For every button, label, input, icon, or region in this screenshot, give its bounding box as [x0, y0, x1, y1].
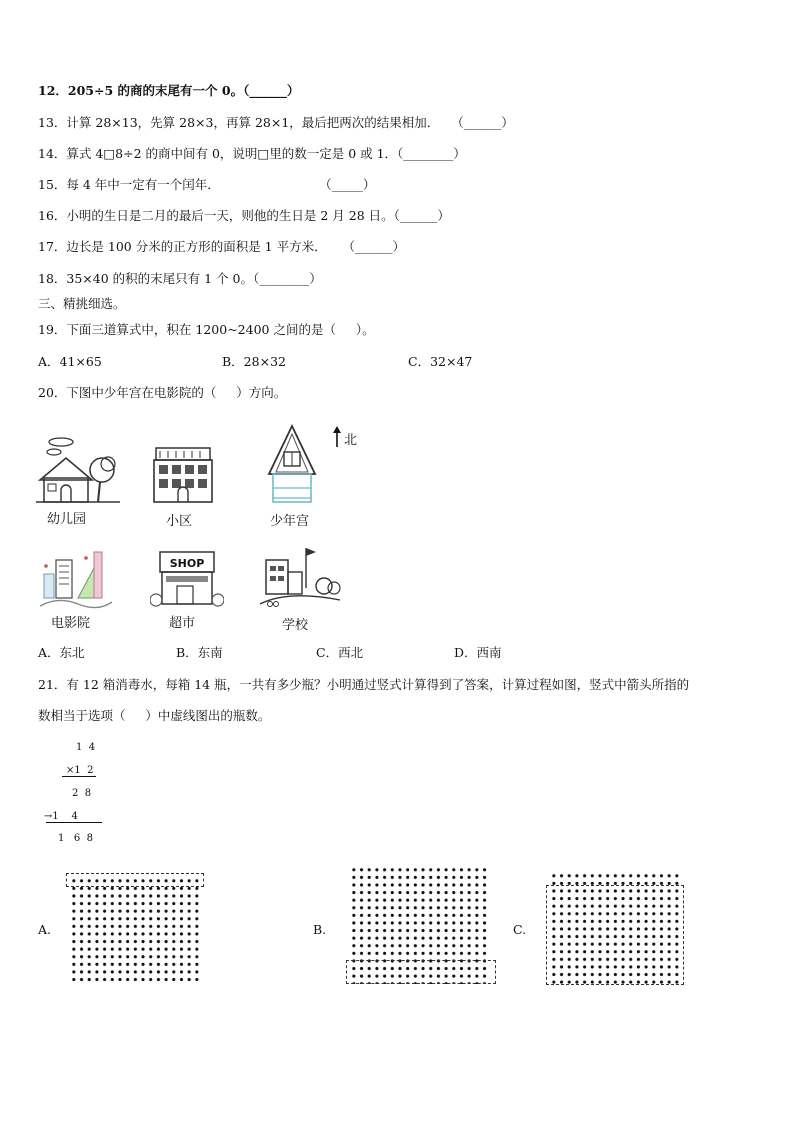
q21-option-b-dashed-frame [346, 960, 496, 984]
question-14: 14．算式 4□8÷2 的商中间有 0，说明□里的数一定是 0 或 1．（________） [38, 146, 466, 161]
q21-option-c-dashed-frame [546, 885, 684, 985]
question-18: 18．35×40 的积的末尾只有 1 个 0。（________） [38, 271, 322, 286]
calc-line-2 [46, 822, 102, 823]
section-heading: 三、精挑细选。 [38, 296, 126, 311]
q21-option-b[interactable]: B. [313, 922, 327, 937]
q20-option-d[interactable]: D．西南 [454, 645, 502, 660]
place-youth-palace-label: 少年宫 [270, 514, 310, 529]
calc-product: 1 6 8 [58, 833, 93, 844]
question-20: 20．下图中少年宫在电影院的（ ）方向。 [38, 385, 287, 400]
q19-option-c[interactable]: C．32×47 [408, 354, 473, 369]
q21-option-a[interactable]: A. [38, 922, 52, 937]
north-arrow-icon [330, 426, 344, 448]
place-residential-label: 小区 [166, 514, 193, 529]
question-12: 12．205÷5 的商的末尾有一个 0。（______） [38, 83, 300, 98]
q21-option-c[interactable]: C. [513, 922, 527, 937]
q19-option-b[interactable]: B．28×32 [222, 354, 286, 369]
youth-palace-icon [266, 424, 318, 506]
q20-option-b[interactable]: B．东南 [176, 645, 223, 660]
calc-multiplier: ×1 2 [66, 765, 94, 776]
place-cinema-label: 电影院 [51, 616, 91, 631]
question-21-continued: 数相当于选项（ ）中虚线图出的瓶数。 [38, 708, 271, 723]
place-school-label: 学校 [282, 618, 309, 633]
question-19: 19．下面三道算式中，积在 1200~2400 之间的是（ ）。 [38, 322, 375, 337]
residential-building-icon [152, 446, 214, 504]
calc-line-1 [62, 776, 96, 777]
school-icon [258, 546, 342, 610]
supermarket-icon [150, 548, 224, 610]
calc-partial-2-arrow: →1 4 [44, 811, 78, 822]
q21-option-a-dots [70, 877, 202, 985]
calc-multiplicand: 1 4 [76, 742, 96, 753]
question-13: 13．计算 28×13，先算 28×3，再算 28×1，最后把两次的结果相加． （______） [38, 115, 514, 130]
cinema-icon [38, 548, 112, 610]
q19-option-a[interactable]: A．41×65 [38, 354, 102, 369]
kindergarten-icon [36, 436, 120, 504]
question-16: 16．小明的生日是二月的最后一天，则他的生日是 2 月 28 日。（______） [38, 208, 450, 223]
q20-option-a[interactable]: A．东北 [38, 645, 85, 660]
shop-sign: SHOP [169, 557, 205, 570]
question-17: 17．边长是 100 分米的正方形的面积是 1 平方米． （______） [38, 239, 406, 254]
q20-option-c[interactable]: C．西北 [316, 645, 364, 660]
question-15: 15．每 4 年中一定有一个闰年． （_____） [38, 177, 376, 192]
calc-partial-1: 2 8 [72, 788, 92, 799]
north-label: 北 [344, 433, 358, 448]
q21-option-a-dashed-frame [66, 873, 204, 887]
question-21: 21．有 12 箱消毒水，每箱 14 瓶，一共有多少瓶？小明通过竖式计算得到了答案，计算过程如图，竖式中箭头所指的 [38, 677, 690, 692]
place-supermarket-label: 超市 [169, 616, 196, 631]
place-kindergarten-label: 幼儿园 [47, 512, 87, 527]
